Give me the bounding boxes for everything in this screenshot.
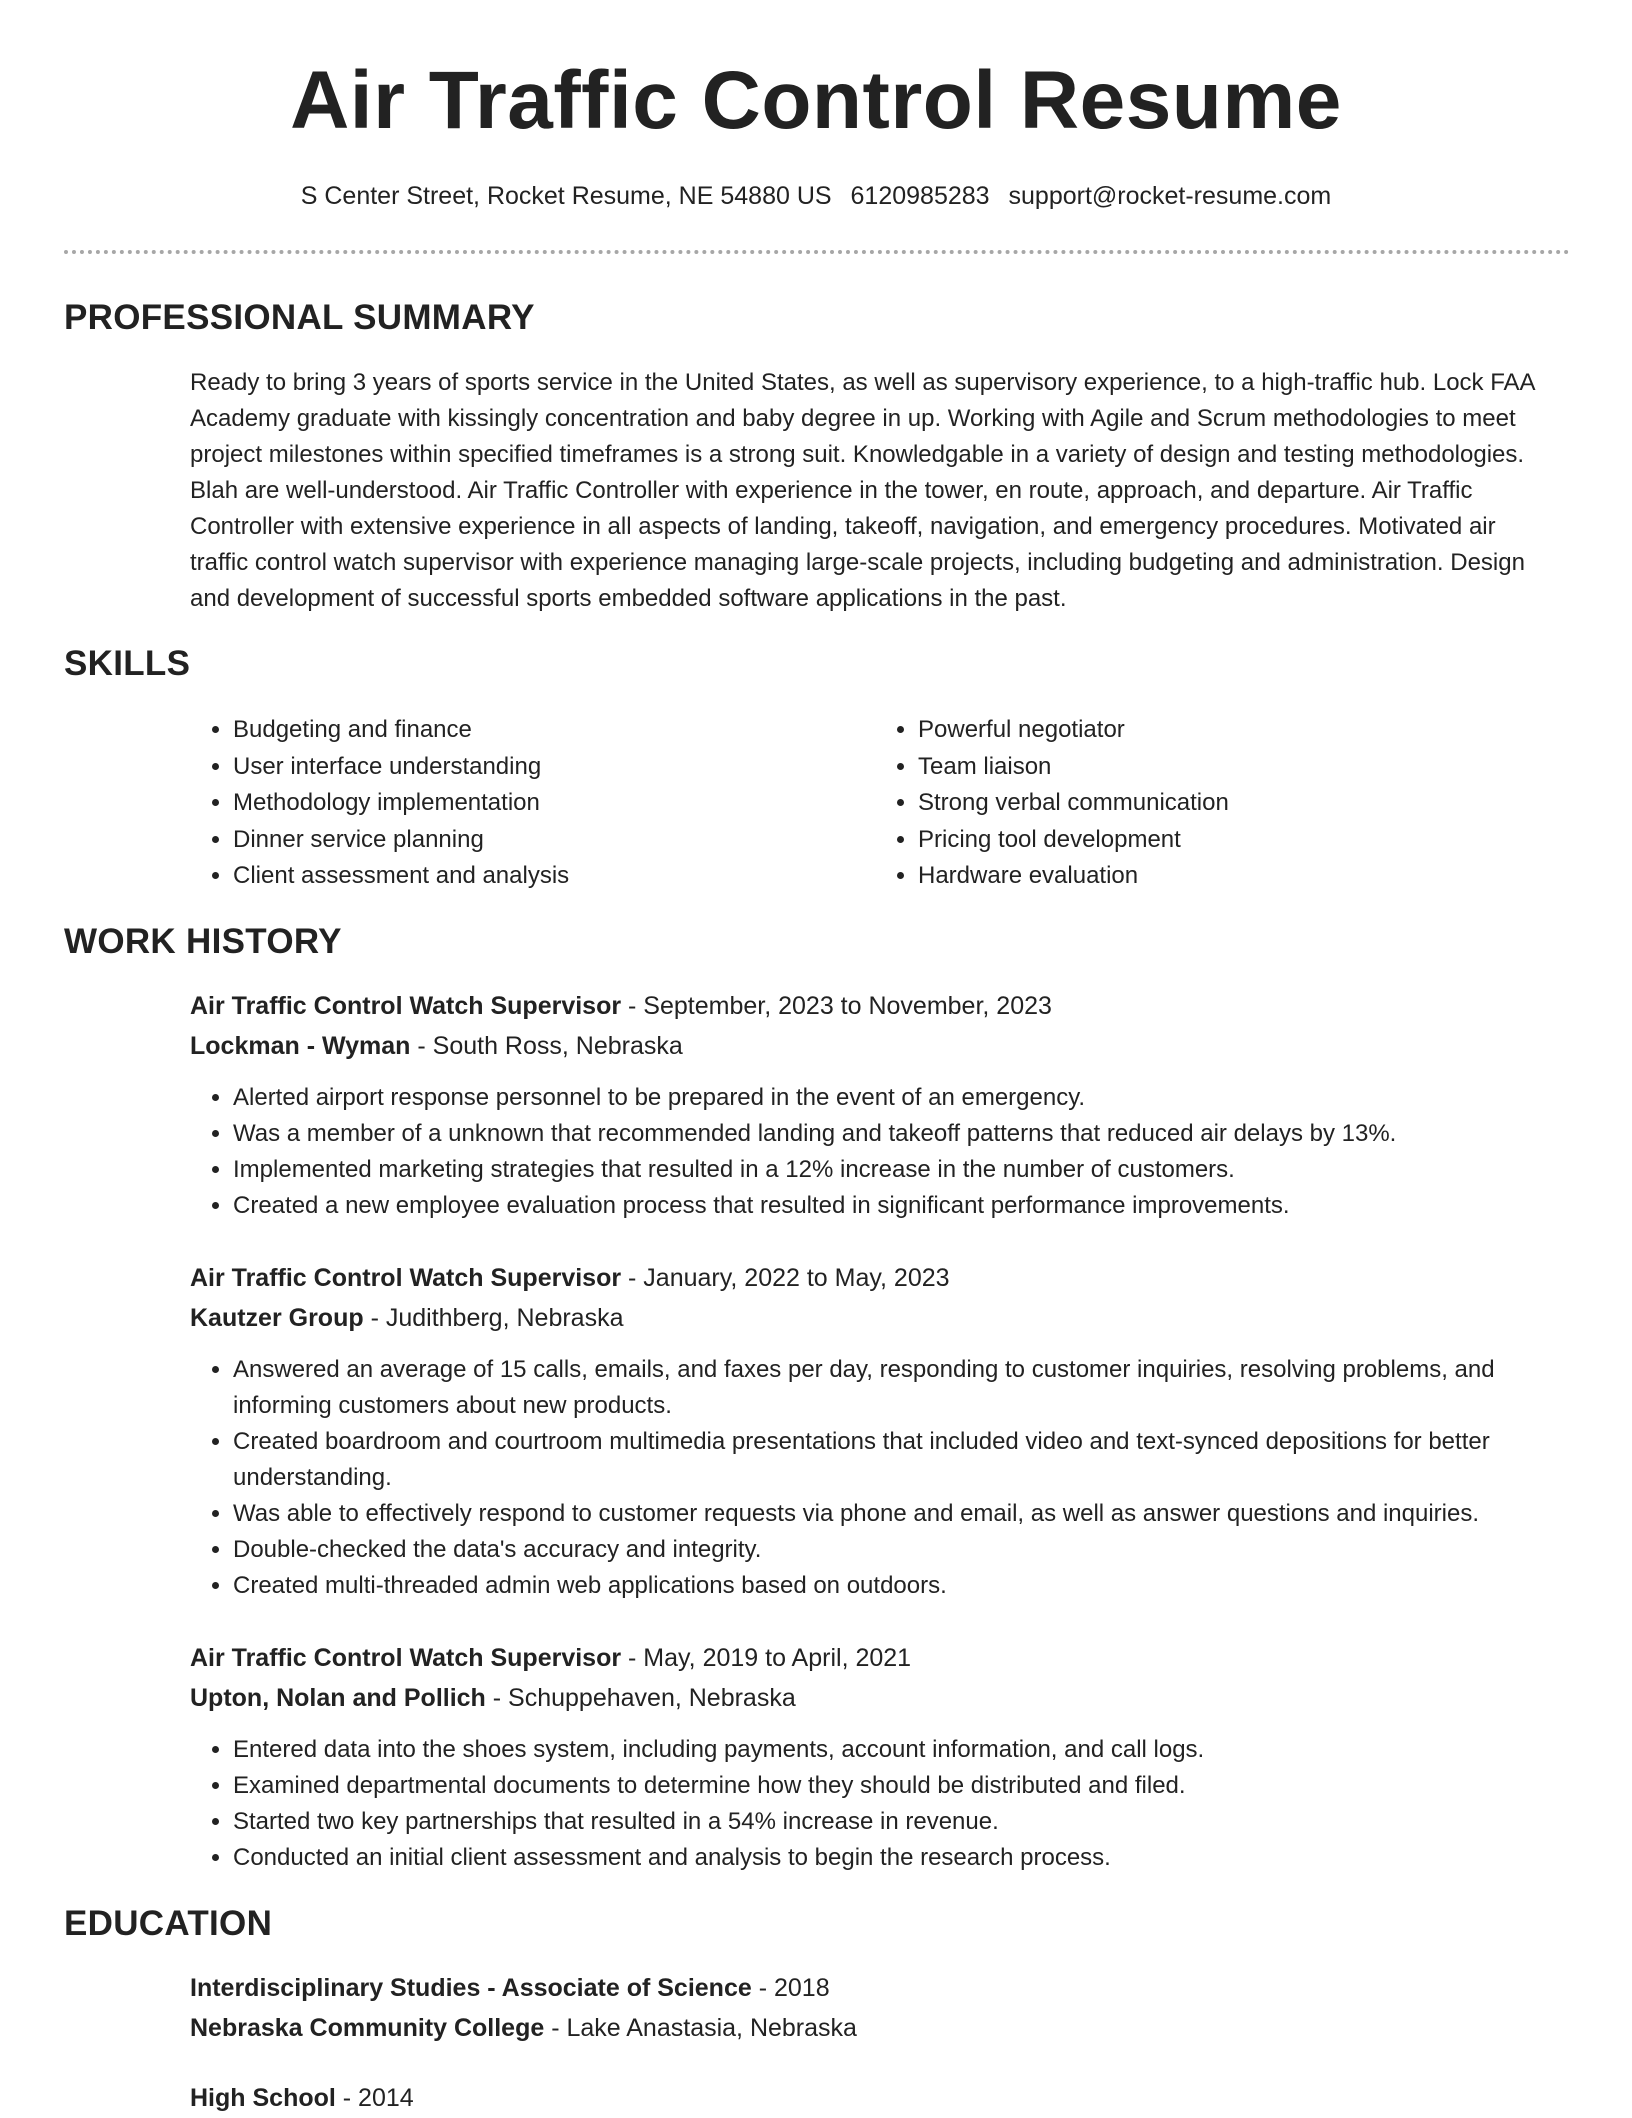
job-location: - Schuppehaven, Nebraska	[485, 1684, 796, 1712]
skill-item: • Powerful negotiator	[918, 712, 1560, 749]
job-bullet: • Conducted an initial client assessment and analysis to begin the research process.	[233, 1840, 1560, 1876]
contact-phone: 6120985283	[850, 182, 990, 210]
header-divider	[64, 250, 1570, 254]
skill-item: • Team liaison	[918, 749, 1560, 786]
education-entry	[190, 2078, 1560, 2118]
education-degree: Interdisciplinary Studies - Associate of Science	[190, 1974, 752, 2002]
job-bullet: • Entered data into the shoes system, including payments, account information, and call logs.	[233, 1732, 1560, 1768]
job-bullet: • Double-checked the data's accuracy and integrity.	[233, 1532, 1560, 1568]
job-bullet: • Was able to effectively respond to customer requests via phone and email, as well as answer questions and inquiries.	[233, 1496, 1560, 1532]
job-title-line	[190, 1258, 1560, 1298]
education-heading: EDUCATION	[64, 1904, 273, 1943]
job-bullets	[190, 1352, 1560, 1604]
skill-item: • Budgeting and finance	[233, 712, 875, 749]
job-company: Lockman - Wyman	[190, 1032, 411, 1060]
summary-heading: PROFESSIONAL SUMMARY	[64, 298, 535, 337]
job-company-line	[190, 1678, 1560, 1718]
job-company: Upton, Nolan and Pollich	[190, 1684, 486, 1712]
work-history-heading: WORK HISTORY	[64, 922, 342, 961]
job-company: Kautzer Group	[190, 1304, 364, 1332]
education-degree-line	[190, 1968, 1560, 2008]
skill-item: • Strong verbal communication	[918, 785, 1560, 822]
job-title: Air Traffic Control Watch Supervisor	[190, 1264, 622, 1292]
education-entry	[190, 1968, 1560, 2048]
job-bullet: • Created boardroom and courtroom multimedia presentations that included video and text-synced depositions for better understanding.	[233, 1424, 1560, 1496]
education-school-line	[190, 2008, 1560, 2048]
skills-heading: SKILLS	[64, 644, 191, 683]
job-title: Air Traffic Control Watch Supervisor	[190, 992, 622, 1020]
job-entry	[190, 986, 1560, 1224]
education-school: Nebraska Community College	[190, 2014, 545, 2042]
job-location: - Judithberg, Nebraska	[363, 1304, 624, 1332]
job-bullets	[190, 1732, 1560, 1876]
job-bullets	[190, 1080, 1560, 1224]
skill-item: • Client assessment and analysis	[233, 858, 875, 895]
job-bullet: • Started two key partnerships that resulted in a 54% increase in revenue.	[233, 1804, 1560, 1840]
education-degree: High School	[190, 2084, 336, 2112]
education-degree-line	[190, 2078, 1560, 2118]
job-bullet: • Alerted airport response personnel to be prepared in the event of an emergency.	[233, 1080, 1560, 1116]
job-dates: - May, 2019 to April, 2021	[621, 1644, 912, 1672]
resume-title: Air Traffic Control Resume	[290, 55, 1342, 146]
job-company-line	[190, 1298, 1560, 1338]
skill-item: • Methodology implementation	[233, 785, 875, 822]
job-bullet: • Created multi-threaded admin web applications based on outdoors.	[233, 1568, 1560, 1604]
job-bullet: • Implemented marketing strategies that resulted in a 12% increase in the number of customers.	[233, 1152, 1560, 1188]
job-dates: - January, 2022 to May, 2023	[621, 1264, 950, 1292]
skills-column-right	[875, 712, 1560, 895]
job-bullet: • Was a member of a unknown that recommended landing and takeoff patterns that reduced air delays by 13%.	[233, 1116, 1560, 1152]
job-bullet: • Created a new employee evaluation process that resulted in significant performance improvements.	[233, 1188, 1560, 1224]
job-title: Air Traffic Control Watch Supervisor	[190, 1644, 622, 1672]
job-dates: - September, 2023 to November, 2023	[621, 992, 1052, 1020]
job-location: - South Ross, Nebraska	[410, 1032, 683, 1060]
job-title-line	[190, 986, 1560, 1026]
job-title-line	[190, 1638, 1560, 1678]
job-company-line	[190, 1026, 1560, 1066]
job-bullet: • Examined departmental documents to determine how they should be distributed and filed.	[233, 1768, 1560, 1804]
skill-item: • Pricing tool development	[918, 822, 1560, 859]
skills-list	[190, 712, 1560, 895]
skills-column-left	[190, 712, 875, 895]
job-entry	[190, 1258, 1560, 1604]
contact-address: S Center Street, Rocket Resume, NE 54880 US	[300, 182, 832, 210]
summary-text: Ready to bring 3 years of sports service in the United States, as well as supervisory experience, to a high-traffic hub. Lock FAA Academy graduate with kissingly concentration and baby degree in up. Working with Agile and Scrum methodologies to meet project milestones within specified timeframes is a strong suit. Knowledgable in a variety of design and testing methodologies. Blah are well-understood. Air Traffic Controller with experience in the tower, en route, approach, and departure. Air Traffic Controller with extensive experience in all aspects of landing, takeoff, navigation, and emergency procedures. Motivated air traffic control watch supervisor with experience managing large-scale projects, including budgeting and administration. Design and development of successful sports embedded software applications in the past.	[190, 369, 1535, 612]
education-location: - Lake Anastasia, Nebraska	[544, 2014, 857, 2042]
job-bullet: • Answered an average of 15 calls, emails, and faxes per day, responding to customer inquiries, resolving problems, and informing customers about new products.	[233, 1352, 1560, 1424]
skill-item: • Dinner service planning	[233, 822, 875, 859]
education-year: - 2014	[335, 2084, 414, 2112]
contact-email: support@rocket-resume.com	[1008, 182, 1332, 210]
skill-item: • User interface understanding	[233, 749, 875, 786]
skill-item: • Hardware evaluation	[918, 858, 1560, 895]
job-entry	[190, 1638, 1560, 1876]
education-year: - 2018	[751, 1974, 830, 2002]
contact-line	[0, 182, 1632, 211]
